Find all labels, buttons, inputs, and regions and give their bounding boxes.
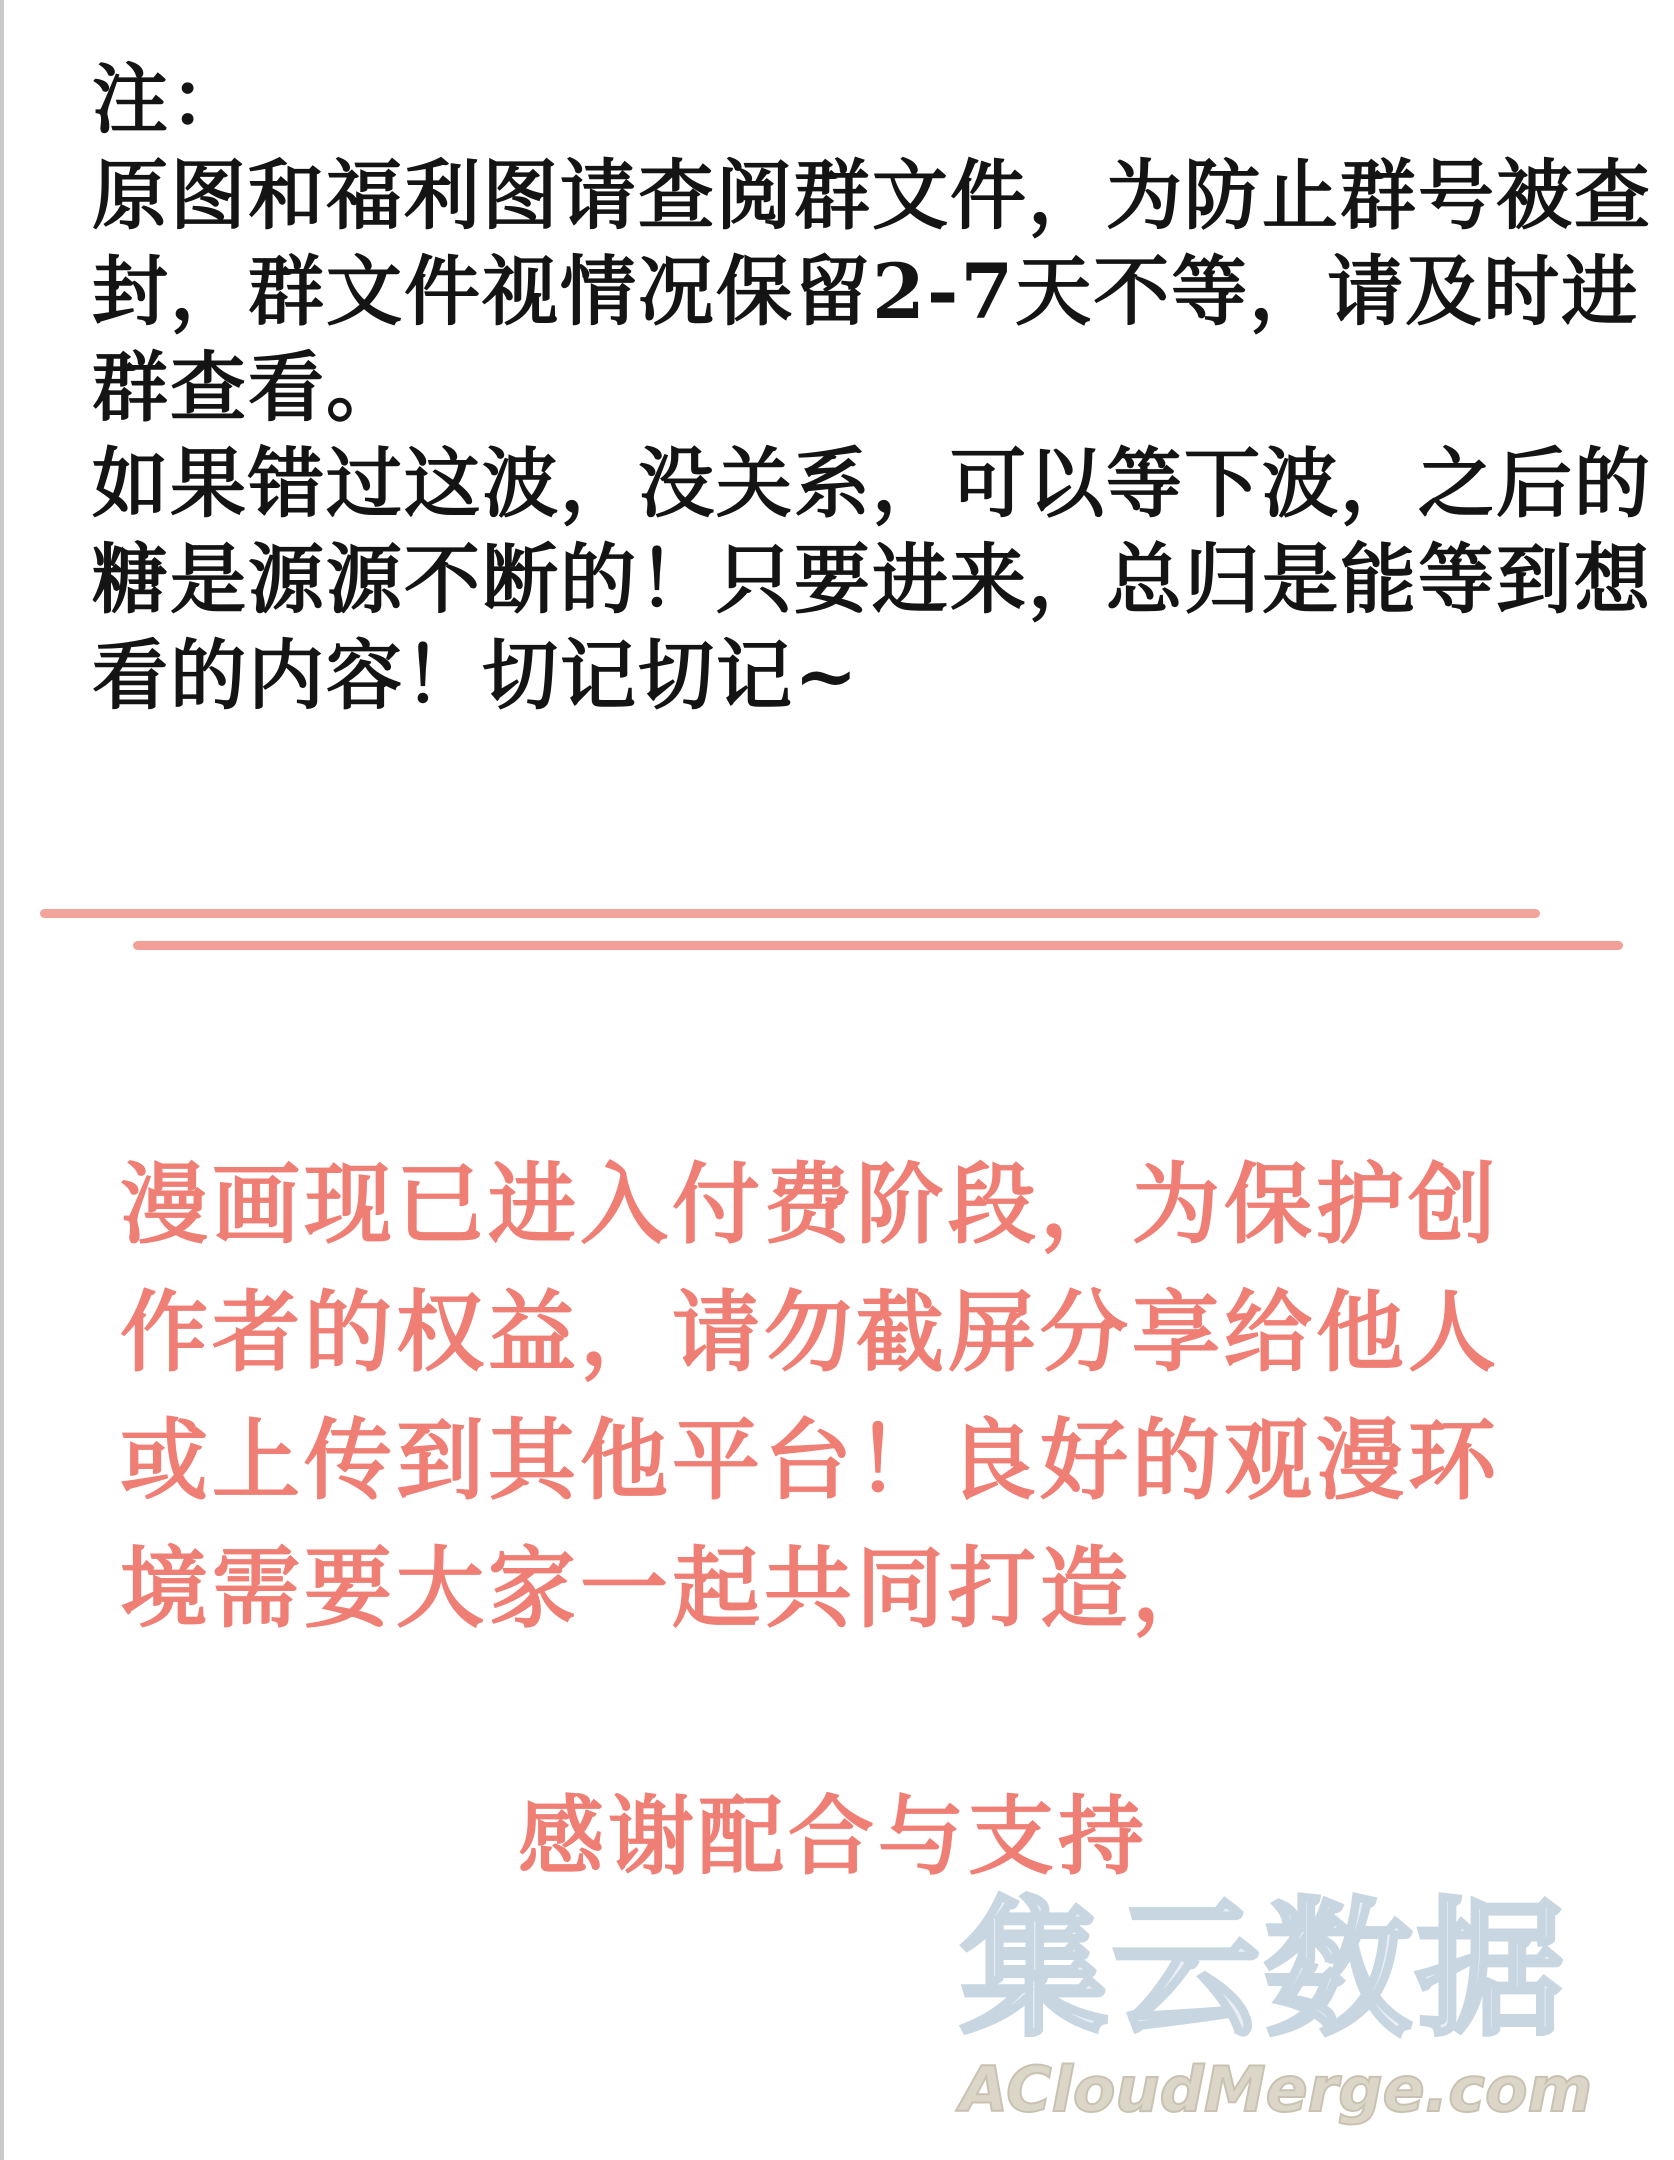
copyright-line: 作者的权益，请勿截屏分享给他人	[120, 1280, 1501, 1384]
notice-line: 原图和福利图请查阅群文件，为防止群号被查	[92, 151, 1652, 240]
copyright-notice	[120, 1140, 1580, 1652]
notice-line: 注：	[92, 55, 248, 144]
copyright-line: 或上传到其他平台！良好的观漫环	[120, 1408, 1501, 1512]
thanks-message: 感谢配合与支持	[518, 1786, 1148, 1887]
copyright-line: 境需要大家一起共同打造，	[120, 1536, 1225, 1640]
notice-line: 看的内容！切记切记~	[92, 631, 860, 720]
copyright-line: 漫画现已进入付费阶段，为保护创	[120, 1152, 1501, 1256]
divider-line-bottom	[133, 941, 1623, 950]
watermark-logo	[960, 1884, 1660, 2140]
divider-line-top	[40, 909, 1540, 918]
notice-line: 群查看。	[92, 343, 404, 432]
notice-line: 封，群文件视情况保留2-7天不等，请及时进	[92, 247, 1640, 336]
notice-line: 如果错过这波，没关系，可以等下波，之后的	[92, 439, 1652, 528]
watermark-english: ACloudMerge.com	[960, 2053, 1593, 2126]
watermark-chinese: 集云数据	[960, 1884, 1568, 2056]
notice-text-block	[92, 52, 1652, 724]
notice-line: 糖是源源不断的！只要进来，总归是能等到想	[92, 535, 1652, 624]
